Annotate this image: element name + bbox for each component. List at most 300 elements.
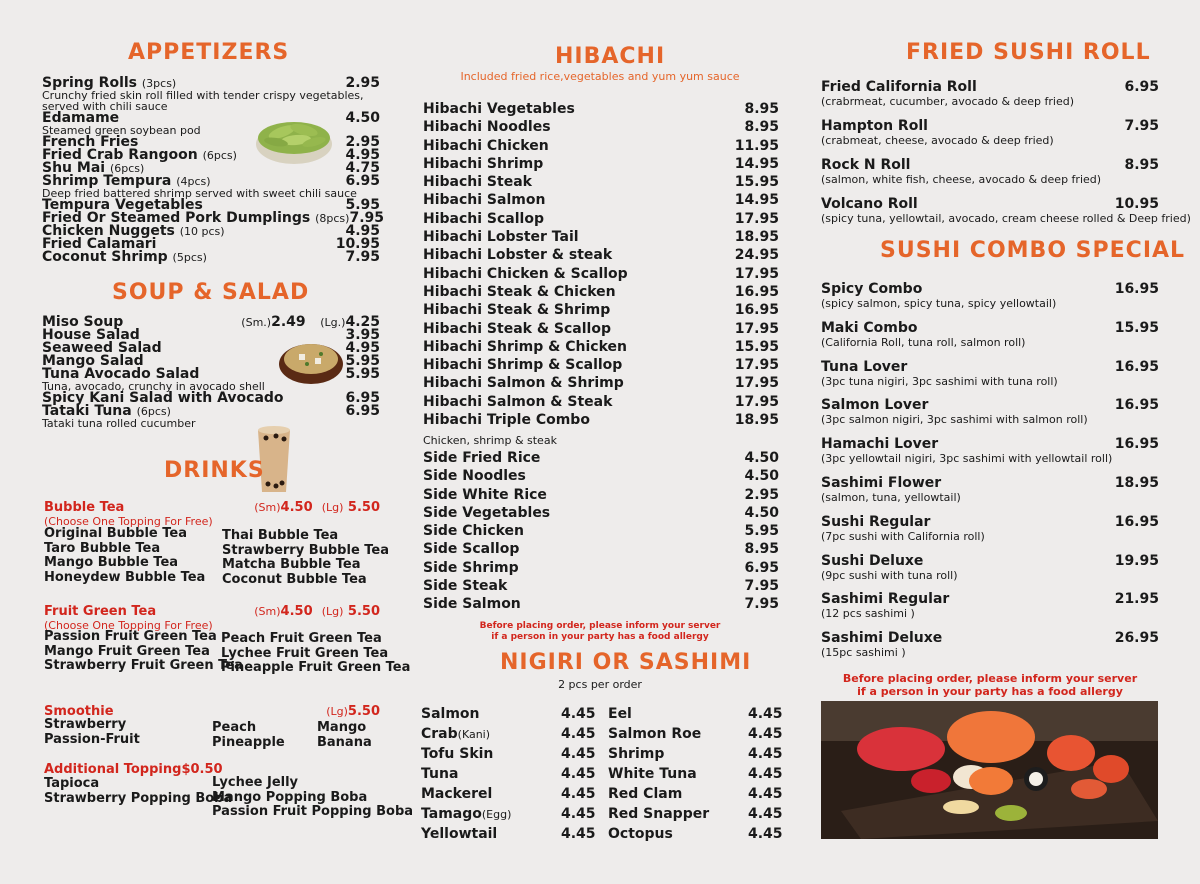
nigiri-item-price: 4.45	[561, 826, 596, 842]
item-note: (Egg)	[481, 808, 512, 821]
item-name: Hibachi Steak & Scallop	[423, 320, 611, 337]
item-row	[821, 397, 1159, 413]
nigiri-item-name	[608, 726, 701, 742]
item-price: 15.95	[1114, 319, 1159, 336]
item-price: 5.95	[345, 366, 380, 382]
item-name: Volcano Roll	[821, 196, 918, 212]
item-name: Hibachi Shrimp & Chicken	[423, 338, 627, 355]
drinks-title: DRINKS	[164, 458, 265, 483]
drink-option: Passion Fruit Green Tea	[44, 629, 217, 644]
item-portion: (6pcs)	[109, 162, 145, 175]
item-price: 16.95	[734, 283, 779, 300]
item-name-text: Eel	[608, 706, 632, 722]
item-name-text: Red Snapper	[608, 806, 710, 822]
menu-item	[423, 504, 779, 522]
item-row	[821, 196, 1159, 212]
item-description: (3pc salmon nigiri, 3pc sashimi with salmon roll)	[821, 413, 1088, 427]
item-price: 4.95	[345, 147, 380, 163]
item-description: (3pc tuna nigiri, 3pc sashimi with tuna roll)	[821, 374, 1058, 388]
item-price: 15.95	[734, 338, 779, 355]
item-price: (Sm.)2.49 (Lg.)4.25	[241, 314, 380, 330]
menu-item	[821, 630, 1159, 669]
item-price: 16.95	[1114, 436, 1159, 453]
item-description: (12 pcs sashimi )	[821, 607, 915, 621]
menu-item	[423, 540, 779, 558]
item-name: Sashimi Deluxe	[821, 630, 943, 647]
item-description: (7pc sushi with California roll)	[821, 529, 985, 543]
menu-item	[423, 301, 779, 319]
item-description: (salmon, white fish, cheese, avocado & deep fried)	[821, 173, 1102, 186]
item-description: (15pc sashimi )	[821, 646, 906, 660]
item-price: 16.95	[1114, 358, 1159, 375]
drink-option: Matcha Bubble Tea	[222, 557, 361, 572]
fruit-tea-note: (Choose One Topping For Free)	[44, 619, 213, 632]
item-price: 8.95	[1124, 157, 1159, 173]
item-price: 4.95	[345, 340, 380, 356]
item-price: 4.95	[345, 223, 380, 239]
nigiri-item-name	[608, 766, 697, 782]
menu-item	[423, 137, 779, 155]
item-description: (crabrmeat, cucumber, avocado & deep fried)	[821, 95, 1075, 108]
menu-item	[423, 173, 779, 191]
hibachi-subtitle: Included fried rice,vegetables and yum yum sauce	[460, 70, 740, 83]
item-row	[821, 630, 1159, 646]
item-portion: (8pcs)	[315, 212, 350, 225]
nigiri-item-price: 4.45	[748, 806, 783, 822]
bubble-tea-list-right	[222, 529, 389, 587]
item-price: 14.95	[734, 192, 779, 209]
item-portion: (4pcs)	[176, 175, 211, 188]
item-price: 7.95	[349, 210, 384, 226]
item-name-text: House Salad	[42, 327, 140, 343]
item-price: 17.95	[734, 265, 779, 282]
item-price: 26.95	[1114, 630, 1159, 647]
item-name-text: Salmon	[421, 706, 480, 722]
nigiri-item-price: 4.45	[561, 806, 596, 822]
item-name: Rock N Roll	[821, 157, 911, 173]
item-name: Side White Rice	[423, 486, 547, 503]
item-name-text: Salmon Roe	[608, 726, 702, 742]
menu-item	[821, 397, 1159, 436]
item-name-text: Coconut Shrimp	[42, 249, 168, 265]
item-name-text: Tamago	[421, 806, 482, 822]
drink-option: Banana	[317, 734, 372, 750]
drink-option: Strawberry Fruit Green Tea	[44, 658, 243, 673]
menu-item	[423, 467, 779, 485]
nigiri-item-price: 4.45	[748, 746, 783, 762]
menu-item	[423, 118, 779, 136]
item-price: 3.95	[345, 327, 380, 343]
item-name: Side Chicken	[423, 523, 525, 540]
nigiri-item-name	[421, 726, 490, 742]
item-name: Hibachi Salmon & Shrimp	[423, 375, 624, 392]
item-price: 7.95	[744, 596, 779, 613]
item-name-text: Tuna Avocado Salad	[42, 366, 200, 382]
menu-item	[42, 251, 380, 264]
item-price: 16.95	[1114, 281, 1159, 297]
smoothie-col-3	[317, 721, 372, 750]
fried-sushi-title: FRIED SUSHI ROLL	[906, 40, 1151, 65]
item-portion: (6pcs)	[136, 405, 171, 418]
bubble-tea-list-left	[44, 527, 205, 585]
item-price: 8.95	[744, 101, 779, 117]
drink-option: Lychee Fruit Green Tea	[221, 645, 389, 661]
item-price: 18.95	[734, 412, 779, 429]
item-name: Sashimi Regular	[821, 591, 950, 608]
item-description: served with chili sauce	[42, 100, 168, 113]
menu-item	[423, 265, 779, 283]
sashimi-platter-photo	[821, 701, 1158, 839]
item-description: Tataki tuna rolled cucumber	[42, 417, 196, 430]
item-name-text: French Fries	[42, 134, 139, 150]
nigiri-item-name	[421, 706, 480, 722]
drink-option: Honeydew Bubble Tea	[44, 569, 206, 585]
drink-option: Passion Fruit Popping Boba	[212, 804, 414, 819]
nigiri-item-name	[608, 786, 682, 802]
menu-item	[821, 591, 1159, 630]
drink-option: Peach	[212, 720, 257, 735]
menu-item	[821, 79, 1159, 118]
menu-item	[423, 283, 779, 301]
drink-option: Pineapple	[212, 734, 285, 750]
item-description: Deep fried battered shrimp served with sweet chili sauce	[42, 187, 357, 200]
item-note: (Kani)	[457, 728, 491, 741]
menu-item	[821, 436, 1159, 475]
bubble-tea-section	[44, 500, 380, 528]
smoothie-heading: Smoothie	[44, 704, 114, 719]
menu-item	[821, 359, 1159, 398]
menu-item	[821, 514, 1159, 553]
fruit-tea-list-right	[221, 632, 410, 676]
item-name-text: Spicy Kani Salad with Avocado	[42, 390, 284, 406]
menu-item	[423, 522, 779, 540]
item-name: Hibachi Vegetables	[423, 101, 575, 117]
item-price: 17.95	[734, 375, 779, 392]
item-price: 16.95	[1114, 397, 1159, 414]
item-name: Sushi Regular	[821, 513, 931, 530]
item-name-text: Spring Rolls	[42, 75, 137, 91]
menu-item	[423, 449, 779, 467]
combo-allergy-notice: Before placing order, please inform your server if a person in your party has a food allergy	[842, 672, 1138, 698]
item-name: Side Shrimp	[423, 559, 519, 576]
menu-item	[423, 559, 779, 577]
item-price: 6.95	[744, 559, 779, 576]
item-price: 10.95	[1114, 196, 1159, 212]
item-name: Hibachi Steak	[423, 174, 532, 191]
item-name-text: Crab	[421, 726, 458, 742]
item-name: Maki Combo	[821, 319, 918, 336]
item-description: Tuna, avocado, crunchy in avocado shell	[42, 380, 265, 393]
nigiri-item-name	[608, 706, 632, 722]
nigiri-item-price: 4.45	[748, 826, 783, 842]
item-price: 2.95	[345, 75, 380, 91]
nigiri-item-price: 4.45	[748, 706, 783, 722]
drink-option: Peach Fruit Green Tea	[221, 631, 382, 646]
item-name-text: Tofu Skin	[421, 746, 494, 762]
item-price: 18.95	[1114, 474, 1159, 491]
item-price: 4.75	[345, 160, 380, 176]
item-price: 21.95	[1114, 591, 1159, 608]
nigiri-item-name	[421, 766, 458, 782]
topping-list-right	[212, 776, 413, 820]
drink-option: Pineapple Fruit Green Tea	[221, 660, 411, 675]
item-name: Side Steak	[423, 578, 508, 595]
item-name: Side Fried Rice	[423, 450, 541, 466]
nigiri-item-price: 4.45	[561, 726, 596, 742]
item-portion: (10 pcs)	[179, 225, 225, 238]
drink-option: Coconut Bubble Tea	[222, 571, 367, 587]
item-name: Side Scallop	[423, 541, 520, 558]
item-price: 4.50	[744, 504, 779, 521]
fruit-tea-list-left	[44, 630, 243, 674]
item-name: Hibachi Lobster & steak	[423, 247, 613, 264]
item-row	[821, 359, 1159, 375]
nigiri-subtitle: 2 pcs per order	[558, 678, 642, 691]
item-name: Hibachi Chicken	[423, 137, 549, 154]
item-price: 6.95	[1124, 79, 1159, 95]
nigiri-item-name	[421, 806, 511, 822]
item-name: Hibachi Lobster Tail	[423, 229, 579, 246]
item-description: (spicy salmon, spicy tuna, spicy yellowtail)	[821, 297, 1057, 310]
item-name: Hibachi Salmon	[423, 192, 546, 209]
item-row	[821, 436, 1159, 452]
drink-option: Strawberry	[44, 717, 127, 732]
menu-item	[423, 374, 779, 392]
item-price: 16.95	[1114, 513, 1159, 530]
menu-item	[821, 475, 1159, 514]
appetizers-list	[42, 75, 384, 265]
menu-item	[423, 191, 779, 209]
drink-option: Strawberry Popping Boba	[44, 790, 233, 806]
menu-item	[423, 356, 779, 374]
soup-salad-title: SOUP & SALAD	[112, 280, 310, 305]
nigiri-item-price: 4.45	[561, 766, 596, 782]
item-row	[821, 514, 1159, 530]
item-price: 8.95	[744, 541, 779, 558]
drink-option: Mango Bubble Tea	[44, 555, 179, 570]
edamame-photo	[252, 108, 336, 166]
nigiri-item-name	[608, 806, 709, 822]
item-name: Hampton Roll	[821, 118, 928, 134]
fruit-green-tea-section	[44, 604, 380, 632]
topping-list-left	[44, 777, 232, 806]
item-name-text: Tempura Vegetables	[42, 197, 203, 213]
item-name: Miso Soup	[42, 314, 124, 330]
nigiri-item-price: 4.45	[561, 786, 596, 802]
item-price: 4.50	[744, 450, 779, 466]
item-name-text: Yellowtail	[421, 826, 498, 842]
nigiri-item-name	[608, 826, 673, 842]
nigiri-item-price: 4.45	[748, 786, 783, 802]
item-name: Spicy Combo	[821, 281, 923, 297]
item-price: 18.95	[734, 229, 779, 246]
menu-item	[423, 155, 779, 173]
item-price: 2.95	[744, 486, 779, 503]
item-row	[821, 320, 1159, 336]
item-name-text: Fried Calamari	[42, 236, 157, 252]
menu-item	[821, 157, 1159, 196]
item-price: 5.95	[345, 353, 380, 369]
item-description: (spicy tuna, yellowtail, avocado, cream cheese rolled & Deep fried)	[821, 212, 1191, 225]
item-price: 2.95	[345, 134, 380, 150]
nigiri-item-price: 4.45	[748, 766, 783, 782]
drink-option: Passion-Fruit	[44, 731, 140, 747]
menu-item	[423, 320, 779, 338]
hibachi-allergy-notice: Before placing order, please inform your server if a person in your party has a food allergy	[479, 621, 721, 642]
item-price: 17.95	[734, 357, 779, 374]
item-description: (crabmeat, cheese, avocado & deep fried)	[821, 134, 1054, 147]
item-name: Side Vegetables	[423, 504, 551, 521]
triple-combo-note: Chicken, shrimp & steak	[423, 434, 557, 447]
item-name: Sashimi Flower	[821, 474, 942, 491]
item-name-text: Edamame	[42, 110, 120, 126]
item-description: (3pc yellowtail nigiri, 3pc sashimi with yellowtail roll)	[821, 452, 1113, 466]
combo-title: SUSHI COMBO SPECIAL	[880, 238, 1186, 263]
item-name: Fried California Roll	[821, 79, 977, 95]
item-name-text: Tataki Tuna	[42, 403, 132, 419]
bubble-tea-price: (Sm)4.50 (Lg) 5.50	[254, 500, 380, 515]
item-description: (9pc sushi with tuna roll)	[821, 568, 958, 582]
menu-item	[821, 320, 1159, 359]
item-name: Sushi Deluxe	[821, 552, 924, 569]
item-name-text: Octopus	[608, 826, 673, 842]
drink-option: Mango Popping Boba	[212, 789, 368, 805]
item-description: Steamed green soybean pod	[42, 124, 201, 137]
fruit-tea-price: (Sm)4.50 (Lg) 5.50	[254, 604, 380, 619]
item-description: (salmon, tuna, yellowtail)	[821, 490, 961, 504]
item-name: Hibachi Chicken & Scallop	[423, 265, 628, 282]
item-name-text: Shu Mai	[42, 160, 106, 176]
item-name-text: Shrimp Tempura	[42, 173, 172, 189]
item-portion: (6pcs)	[202, 149, 237, 162]
item-name-text: Fried Crab Rangoon	[42, 147, 198, 163]
menu-item	[423, 228, 779, 246]
item-name: Hibachi Scallop	[423, 210, 544, 227]
menu-item	[821, 118, 1159, 157]
item-price: 17.95	[734, 320, 779, 337]
item-row	[821, 118, 1159, 134]
menu-item	[423, 595, 779, 613]
drink-option: Lychee Jelly	[212, 775, 299, 790]
item-name-text: Fried Or Steamed Pork Dumplings	[42, 210, 311, 226]
item-row	[821, 475, 1159, 491]
item-price: 11.95	[734, 137, 779, 154]
item-price: 17.95	[734, 393, 779, 410]
item-price: 6.95	[345, 173, 380, 189]
menu-item	[423, 577, 779, 595]
item-name-text: Seaweed Salad	[42, 340, 162, 356]
item-name: Salmon Lover	[821, 397, 929, 414]
nigiri-item-price: 4.45	[561, 746, 596, 762]
nigiri-item-name	[421, 786, 492, 802]
nigiri-item-price: 4.45	[748, 726, 783, 742]
item-price: 8.95	[744, 119, 779, 136]
item-price: 4.50	[744, 468, 779, 485]
drink-option: Mango	[317, 720, 367, 735]
item-price: 7.95	[345, 249, 380, 265]
item-price: 10.95	[335, 236, 380, 252]
hibachi-list	[423, 100, 779, 429]
drink-option: Mango Fruit Green Tea	[44, 643, 210, 659]
menu-item	[423, 393, 779, 411]
bubble-tea-note: (Choose One Topping For Free)	[44, 515, 213, 528]
item-name: Hibachi Noodles	[423, 119, 551, 136]
drink-option: Thai Bubble Tea	[222, 528, 339, 543]
miso-soup-photo	[277, 334, 345, 388]
item-price: 6.95	[345, 403, 380, 419]
nigiri-item-price: 4.45	[561, 706, 596, 722]
item-name-text: Mango Salad	[42, 353, 144, 369]
item-name: Tuna Lover	[821, 358, 908, 375]
item-description: (California Roll, tuna roll, salmon roll)	[821, 335, 1026, 349]
item-description: Crunchy fried skin roll filled with tender crispy vegetables,	[42, 89, 364, 102]
menu-item	[423, 210, 779, 228]
menu-item	[423, 100, 779, 118]
menu-item	[423, 338, 779, 356]
combo-list	[821, 281, 1159, 669]
item-name: Hibachi Triple Combo	[423, 412, 590, 429]
item-name: Hibachi Steak & Shrimp	[423, 302, 611, 319]
item-row	[821, 79, 1159, 95]
menu-item	[821, 281, 1159, 320]
item-name-text: Shrimp	[608, 746, 665, 762]
item-name-text: Mackerel	[421, 786, 493, 802]
item-price: 15.95	[734, 174, 779, 191]
item-price: 14.95	[734, 155, 779, 172]
drink-option: Tapioca	[44, 776, 100, 791]
item-price: 6.95	[345, 390, 380, 406]
item-name-text: Chicken Nuggets	[42, 223, 175, 239]
menu-item	[821, 553, 1159, 592]
appetizers-title: APPETIZERS	[128, 40, 290, 65]
smoothie-price: (Lg)5.50	[326, 704, 380, 719]
hibachi-title: HIBACHI	[555, 44, 666, 69]
item-price: 24.95	[734, 247, 779, 264]
item-price: 7.95	[1124, 118, 1159, 134]
drink-option: Taro Bubble Tea	[44, 540, 161, 556]
item-name: Hibachi Steak & Chicken	[423, 283, 616, 300]
menu-item	[423, 411, 779, 429]
item-name: Side Salmon	[423, 596, 521, 613]
item-portion: (3pcs)	[141, 77, 177, 90]
item-name: Hibachi Shrimp	[423, 155, 544, 172]
additional-topping-heading: Additional Topping$0.50	[44, 762, 223, 777]
item-name-text: White Tuna	[608, 766, 697, 782]
menu-item	[821, 196, 1191, 235]
bubble-tea-heading: Bubble Tea	[44, 500, 125, 515]
item-price: 17.95	[734, 210, 779, 227]
item-row	[821, 157, 1159, 173]
smoothie-col-2	[212, 721, 285, 750]
nigiri-title: NIGIRI OR SASHIMI	[500, 650, 752, 675]
item-name-text: Tuna	[421, 766, 459, 782]
item-row	[821, 553, 1159, 569]
item-row	[821, 591, 1159, 607]
item-price: 19.95	[1114, 552, 1159, 569]
item-price: 16.95	[734, 302, 779, 319]
menu-item	[423, 246, 779, 264]
drink-option: Original Bubble Tea	[44, 526, 187, 541]
item-price: 7.95	[744, 578, 779, 595]
item-price: 5.95	[345, 197, 380, 213]
nigiri-item-name	[608, 746, 664, 762]
drink-option: Strawberry Bubble Tea	[222, 542, 390, 558]
item-price: 5.95	[744, 523, 779, 540]
item-portion: (5pcs)	[172, 251, 207, 264]
nigiri-item-name	[421, 826, 497, 842]
item-name: Hibachi Salmon & Steak	[423, 393, 613, 410]
fruit-tea-heading: Fruit Green Tea	[44, 604, 157, 619]
